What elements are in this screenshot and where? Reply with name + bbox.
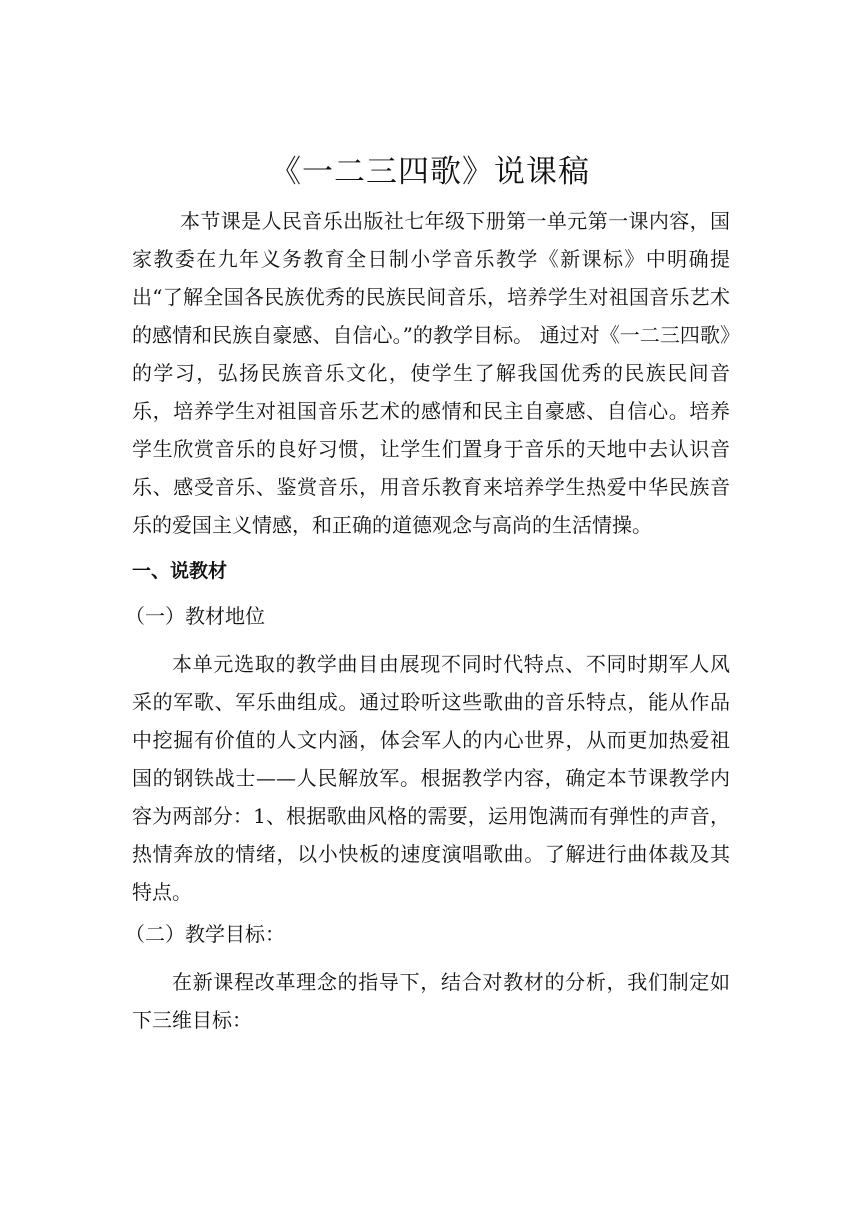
teaching-goals-paragraph: 在新课程改革理念的指导下，结合对教材的分析，我们制定如下三维目标： <box>132 970 730 1032</box>
material-position-paragraph: 本单元选取的教学曲目由展现不同时代特点、不同时期军人风采的军歌、军乐曲组成。通过聆听这些歌曲的音乐特点，能从作品中挖掘有价值的人文内涵，体会军人的内心世界，从而更加热爱祖国的钢铁战士——人民解放军。根据教学内容，确定本节课教学内容为两部分：1、根据歌曲风格的需要，运用饱满而有弹性的声音，热情奔放的情绪，以小快板的速度演唱歌曲。了解进行曲体裁及其特点。 <box>132 652 730 904</box>
document-body <box>125 202 730 1039</box>
subheading-material-position: （一）教材地位 <box>125 604 265 628</box>
document-title: 《一二三四歌》说课稿 <box>270 154 590 190</box>
intro-paragraph: 本节课是人民音乐出版社七年级下册第一单元第一课内容，国家教委在九年义务教育全日制小学音乐教学《新课标》中明确提出“了解全国各民族优秀的民族民间音乐，培养学生对祖国音乐艺术的感情和民族自豪感、自信心。”的教学目标。 通过对《一二三四歌》的学习，弘扬民族音乐文化，使学生了解我国优秀的民族民间音乐，培养学生对祖国音乐艺术的感情和民主自豪感、自信心。培养学生欣赏音乐的良好习惯，让学生们置身于音乐的天地中去认识音乐、感受音乐、鉴赏音乐，用音乐教育来培养学生热爱中华民族音乐的爱国主义情感，和正确的道德观念与高尚的生活情操。 <box>132 209 730 537</box>
section-heading-teaching-material: 一、说教材 <box>132 560 228 582</box>
subheading-teaching-goals: （二）教学目标： <box>125 922 285 946</box>
